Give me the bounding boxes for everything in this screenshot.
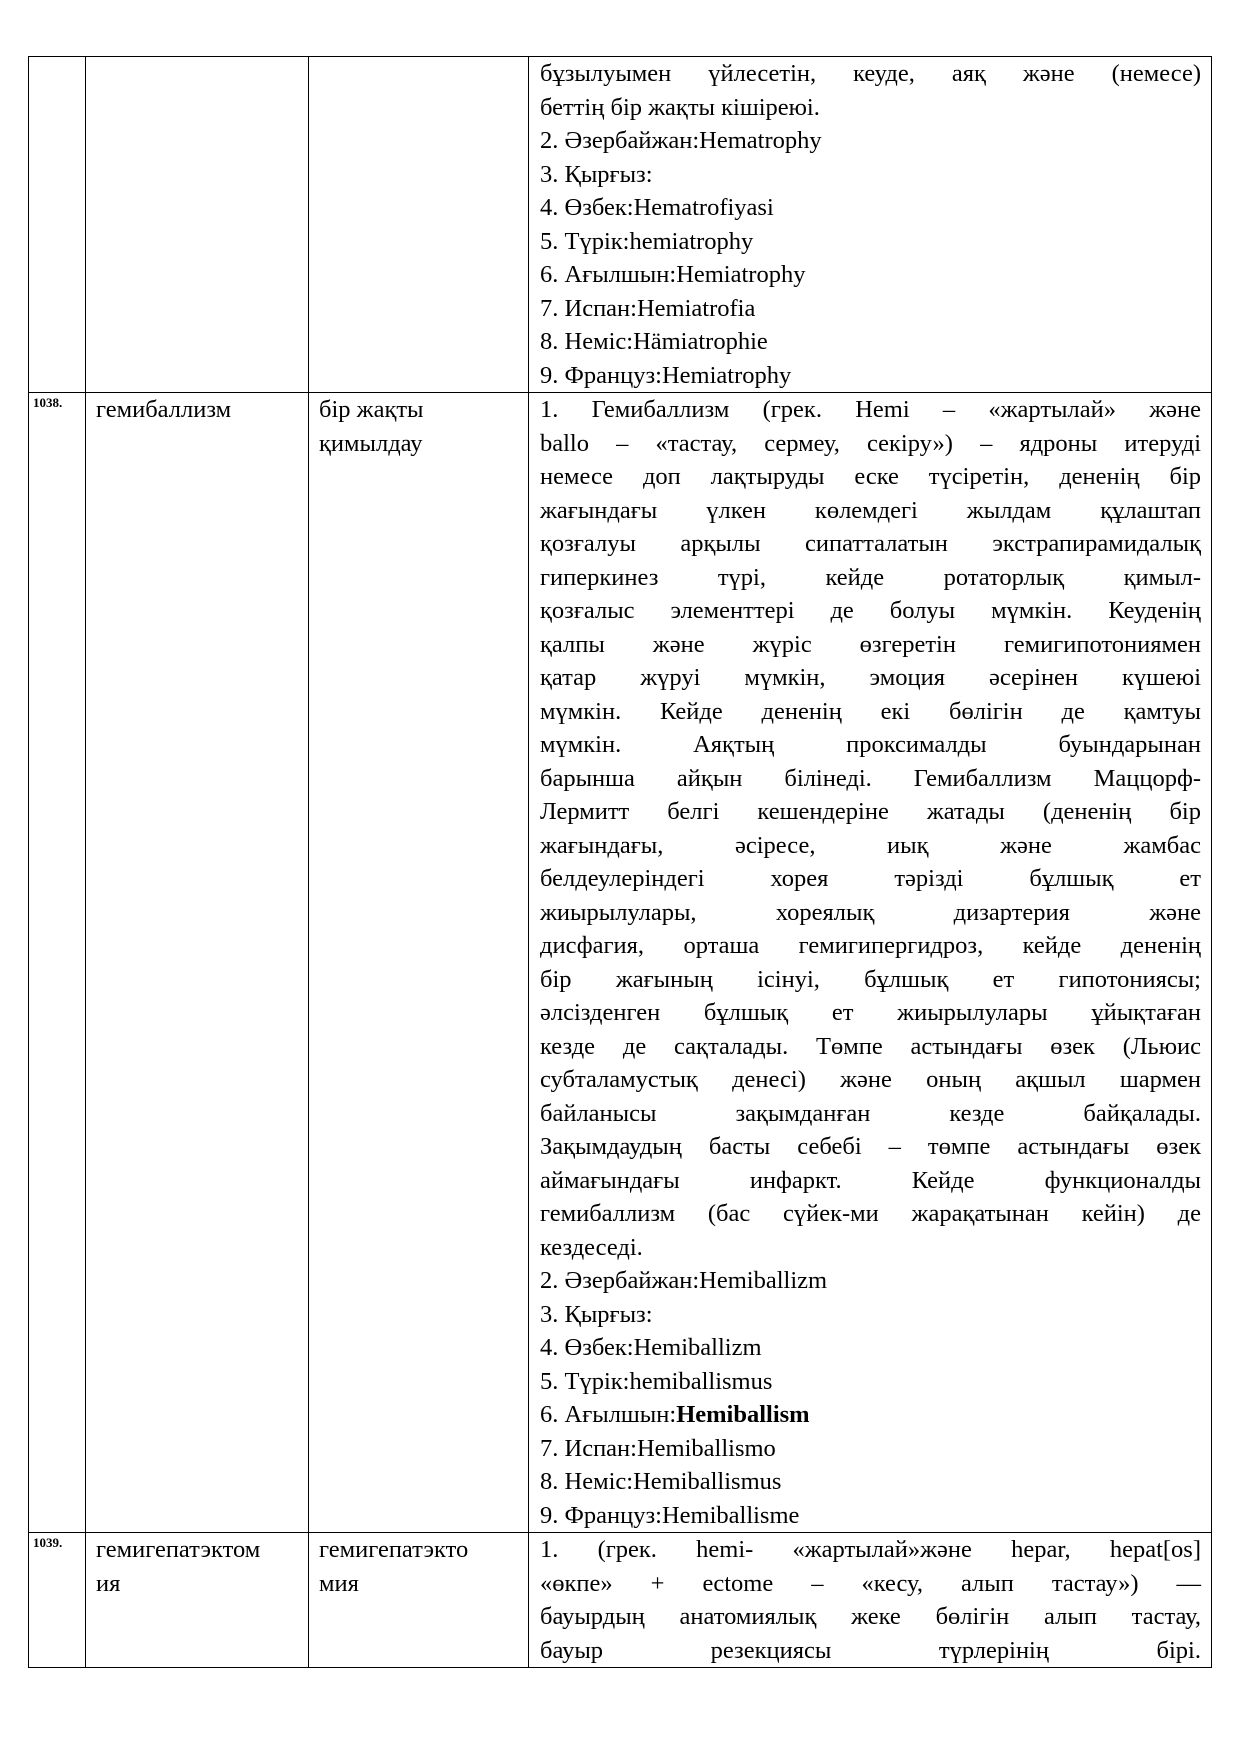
- definition-line: қозғалуы арқылы сипатталатын экстрапирамидалық: [540, 530, 1201, 557]
- language-value: Hemiballism: [676, 1401, 810, 1428]
- definition-line: жиырылулары, хореялық дизартерия және: [540, 898, 1201, 926]
- language-label: 2. Әзербайжан:: [540, 127, 700, 154]
- definition-line: жағындағы үлкен көлемдегі жылдам құлаштап: [540, 496, 1201, 524]
- translation-german: [540, 325, 1201, 359]
- definition-line: кездеседі.: [540, 1233, 643, 1261]
- definition-line: бауыр резекциясы түрлерінің бірі.: [540, 1636, 1201, 1664]
- definition-line: 1. Гемибаллизм (грек. Hemi – «жартылай» және: [540, 396, 1201, 423]
- translation-french: [540, 1499, 1201, 1533]
- language-value: hemiballismus: [629, 1367, 773, 1395]
- entry-term: гемибаллизм: [86, 393, 309, 1533]
- definition-line: мүмкін. Аяқтың проксималды буындарынан: [540, 731, 1201, 758]
- language-label: 8. Неміс:: [540, 1468, 634, 1495]
- definition-line: әлсізденген бұлшық ет жиырылулары ұйықтаған: [540, 999, 1201, 1026]
- definition-line: бір жағының ісінуі, бұлшық ет гипотониясы;: [540, 965, 1201, 993]
- definition-line: барынша айқын білінеді. Гемибаллизм Маццорф-: [540, 764, 1201, 792]
- translation-azerbaijani: [540, 1264, 1201, 1298]
- glossary-table: [28, 56, 1212, 1668]
- translation-uzbek: [540, 191, 1201, 225]
- language-label: 8. Неміс:: [540, 328, 634, 355]
- document-page: [28, 56, 1211, 1668]
- definition-line: 1. (грек. hemi- «жартылай»және hepar, hepat[os]: [540, 1536, 1201, 1563]
- language-label: 3. Қырғыз:: [540, 160, 653, 188]
- table-row: [29, 1533, 1212, 1668]
- language-value: hemiatrophy: [629, 227, 754, 255]
- entry-term: [86, 1533, 309, 1668]
- language-label: 7. Испан:: [540, 1434, 637, 1462]
- entry-definition: [529, 393, 1212, 1533]
- translation-turkish: [540, 225, 1201, 259]
- language-label: 3. Қырғыз:: [540, 1300, 653, 1328]
- definition-line: бұзылуымен үйлесетін, кеуде, аяқ және (немесе): [540, 60, 1201, 87]
- entry-number: [29, 57, 86, 393]
- entry-number: 1038.: [29, 393, 86, 1533]
- language-label: 4. Өзбек:: [540, 1334, 634, 1361]
- entry-term: [86, 57, 309, 393]
- definition-line: «өкпе» + ectome – «кесу, алып тастау») —: [540, 1569, 1201, 1597]
- language-value: Hemiatrofia: [636, 294, 756, 322]
- definition-line: дисфагия, орташа гемигипергидроз, кейде дененің: [540, 932, 1201, 959]
- definition-line: бауырдың анатомиялық жеке бөлігін алып тастау,: [540, 1603, 1201, 1630]
- entry-kazakh-term: бір жақты қимылдау: [309, 393, 529, 1533]
- language-value: Hemiballismo: [636, 1434, 776, 1462]
- translation-spanish: [540, 292, 1201, 326]
- language-label: 6. Ағылшын:: [540, 261, 677, 288]
- language-label: 4. Өзбек:: [540, 194, 634, 221]
- entry-kazakh-term: [309, 1533, 529, 1668]
- term-line: гемигепатэктом: [96, 1536, 261, 1563]
- language-value: Hematrofiyasi: [633, 194, 774, 221]
- translation-german: [540, 1465, 1201, 1499]
- language-label: 7. Испан:: [540, 294, 637, 322]
- language-value: Hemiatrophy: [676, 261, 806, 288]
- definition-line: белдеулеріндегі хорея тәрізді бұлшық ет: [540, 865, 1201, 892]
- language-label: 5. Түрік:: [540, 1367, 630, 1395]
- language-value: Hämiatrophie: [633, 328, 768, 355]
- translation-french: [540, 359, 1201, 393]
- term-line: ия: [96, 1569, 121, 1597]
- kazakh-term-line: мия: [319, 1569, 359, 1597]
- entry-number: 1039.: [29, 1533, 86, 1668]
- translation-azerbaijani: [540, 124, 1201, 158]
- translation-english: [540, 1398, 1201, 1432]
- translation-uzbek: [540, 1331, 1201, 1365]
- language-value: Hematrophy: [699, 127, 822, 154]
- translation-spanish: [540, 1432, 1201, 1466]
- translation-english: [540, 258, 1201, 292]
- definition-line: гиперкинез түрі, кейде ротаторлық қимыл-: [540, 563, 1201, 591]
- language-label: 9. Француз:: [540, 1501, 662, 1529]
- table-row: [29, 57, 1212, 393]
- entry-definition: [529, 57, 1212, 393]
- definition-line: кезде де сақталады. Төмпе астындағы өзек (Льюис: [540, 1032, 1201, 1060]
- definition-line: қалпы және жүріс өзгеретін гемигипотониямен: [540, 630, 1201, 658]
- translation-kyrgyz: [540, 1298, 1201, 1332]
- definition-line: қатар жүруі мүмкін, эмоция әсерінен күшеюі: [540, 664, 1201, 691]
- definition-line: мүмкін. Кейде дененің екі бөлігін де қамтуы: [540, 697, 1201, 725]
- language-value: Hemiatrophy: [661, 361, 792, 389]
- definition-line: беттің бір жақты кішіреюі.: [540, 93, 820, 121]
- table-row: [29, 393, 1212, 1533]
- definition-line: Зақымдаудың басты себебі – төмпе астындағы өзек: [540, 1133, 1201, 1160]
- definition-line: байланысы зақымданған кезде байқалады.: [540, 1099, 1201, 1127]
- definition-line: жағындағы, әсіресе, иық және жамбас: [540, 831, 1201, 859]
- language-value: Hemiballizm: [633, 1334, 762, 1361]
- language-label: 6. Ағылшын:: [540, 1401, 677, 1428]
- definition-line: Лермитт белгі кешендеріне жатады (дененің бір: [540, 798, 1201, 825]
- definition-line: субталамустық денесі) және оның ақшыл шармен: [540, 1066, 1201, 1093]
- language-label: 9. Француз:: [540, 361, 662, 389]
- definition-line: гемибаллизм (бас сүйек-ми жарақатынан кейін) де: [540, 1200, 1201, 1227]
- kazakh-term-line: гемигепатэкто: [319, 1536, 469, 1563]
- language-value: Hemiballizm: [699, 1267, 828, 1294]
- translation-kyrgyz: [540, 158, 1201, 192]
- entry-definition: [529, 1533, 1212, 1668]
- language-label: 5. Түрік:: [540, 227, 630, 255]
- entry-kazakh-term: [309, 57, 529, 393]
- language-value: Hemiballisme: [661, 1501, 800, 1529]
- definition-line: қозғалыс элементтері де болуы мүмкін. Кеуденің: [540, 597, 1201, 624]
- definition-line: ballo – «тастау, сермеу, секіру») – ядроны итеруді: [540, 429, 1201, 457]
- language-value: Hemiballismus: [633, 1468, 782, 1495]
- language-label: 2. Әзербайжан:: [540, 1267, 700, 1294]
- definition-line: аймағындағы инфаркт. Кейде функционалды: [540, 1166, 1201, 1194]
- translation-turkish: [540, 1365, 1201, 1399]
- definition-line: немесе доп лақтыруды еске түсіретін, дененің бір: [540, 463, 1201, 490]
